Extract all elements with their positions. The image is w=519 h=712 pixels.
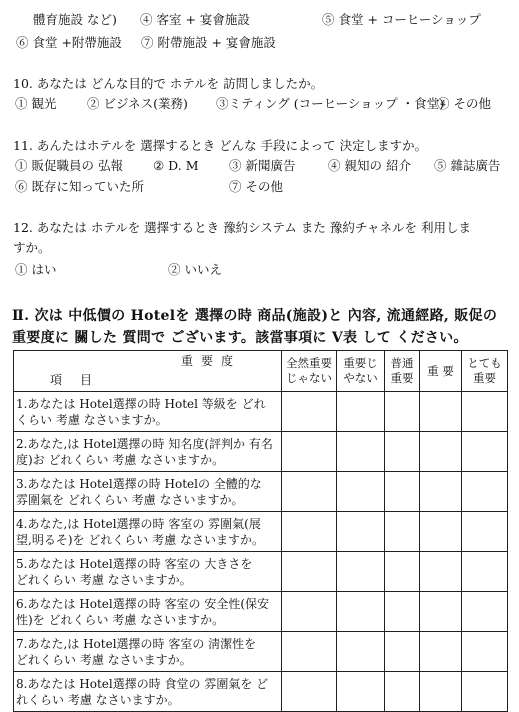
rating-cell-col5[interactable]	[462, 672, 508, 712]
importance-table	[13, 350, 508, 712]
q11-option-3[interactable]: ③ 新聞廣告	[229, 158, 296, 173]
rating-cell-col2[interactable]	[337, 632, 385, 672]
rating-cell-col5[interactable]	[462, 392, 508, 432]
rating-cell-col2[interactable]	[337, 592, 385, 632]
header-not-important-at-all	[282, 351, 337, 392]
header-col2-line1: 重要じ	[343, 356, 378, 370]
question-text-line1: 8.あなたは Hotel選擇の時 食堂の 雰圍氣を ど	[16, 676, 269, 691]
q10-option-1[interactable]: ① 観光	[15, 96, 57, 111]
table-body	[14, 392, 508, 712]
q11-option-1[interactable]: ① 販促職員の 弘報	[15, 158, 123, 173]
rating-cell-col5[interactable]	[462, 632, 508, 672]
rating-cell-col2[interactable]	[337, 392, 385, 432]
rating-cell-col4[interactable]	[420, 432, 462, 472]
rating-cell-col5[interactable]	[462, 512, 508, 552]
question-cell	[14, 672, 282, 712]
rating-cell-col2[interactable]	[337, 472, 385, 512]
question-text-line2: 度)お どれくらい 考慮 なさいますか。	[16, 452, 225, 467]
question-cell	[14, 632, 282, 672]
rating-cell-col5[interactable]	[462, 592, 508, 632]
header-important	[420, 351, 462, 392]
header-corner	[14, 351, 282, 392]
q10-option-2[interactable]: ② ビジネス(業務)	[87, 96, 188, 111]
q12-option-yes[interactable]: ① はい	[15, 262, 57, 277]
q10-option-3[interactable]: ③ミティング (コーヒーショップ ・食堂)	[216, 96, 444, 111]
q12-question-line2: すか。	[13, 240, 51, 255]
table-row	[14, 472, 508, 512]
rating-cell-col2[interactable]	[337, 552, 385, 592]
header-col3-line2: 重要	[390, 371, 414, 385]
rating-cell-col3[interactable]	[385, 592, 420, 632]
rating-cell-col5[interactable]	[462, 432, 508, 472]
rating-cell-col2[interactable]	[337, 432, 385, 472]
rating-cell-col1[interactable]	[282, 672, 337, 712]
question-text-line2: 雰圍氣を どれくらい 考慮 なさいますか。	[16, 492, 244, 507]
q9-option-5[interactable]: ⑤ 食堂 + コーヒーショップ	[322, 12, 481, 27]
header-col4-label: 重 要	[427, 363, 454, 378]
rating-cell-col1[interactable]	[282, 432, 337, 472]
question-cell	[14, 592, 282, 632]
q11-option-2[interactable]: ② D. M	[153, 158, 199, 173]
header-col3-line1: 普通	[390, 356, 414, 370]
question-text-line2: れくらい 考慮 なさいますか。	[16, 692, 180, 707]
question-text-line2: 性)を どれくらい 考慮 なさいますか。	[16, 612, 225, 627]
header-importance-label: 重要度	[180, 354, 241, 368]
rating-cell-col4[interactable]	[420, 512, 462, 552]
question-text-line1: 2.あなた,は Hotel選擇の時 知名度(評判か 有名	[16, 436, 273, 451]
q9-option-7[interactable]: ⑦ 附帶施設 + 宴會施設	[141, 35, 276, 50]
rating-cell-col4[interactable]	[420, 472, 462, 512]
rating-cell-col1[interactable]	[282, 552, 337, 592]
rating-cell-col1[interactable]	[282, 632, 337, 672]
table-row	[14, 552, 508, 592]
q11-option-6[interactable]: ⑥ 既存に知っていた所	[15, 179, 144, 194]
question-text-line1: 1.あなたは Hotel選擇の時 Hotel 等級を どれ	[16, 396, 266, 411]
q9-option-tail: 體育施設 など)	[33, 12, 117, 27]
question-cell	[14, 432, 282, 472]
rating-cell-col1[interactable]	[282, 592, 337, 632]
question-text-line2: くらい 考慮 なさいますか。	[16, 412, 168, 427]
table-row	[14, 392, 508, 432]
table-row	[14, 512, 508, 552]
rating-cell-col1[interactable]	[282, 392, 337, 432]
section2-heading-line2: 重要度に 關した 質問で ございます。該當事項に V表 して ください。	[12, 330, 468, 346]
q10-option-4[interactable]: ④ その他	[437, 96, 491, 111]
rating-cell-col3[interactable]	[385, 512, 420, 552]
header-col2-line2: やない	[343, 371, 378, 385]
header-col1-line2: じゃない	[286, 371, 332, 385]
question-cell	[14, 472, 282, 512]
question-text-line1: 5.あなたは Hotel選擇の時 客室の 大きさを	[16, 556, 253, 571]
q11-option-5[interactable]: ⑤ 雜誌廣告	[434, 158, 501, 173]
rating-cell-col3[interactable]	[385, 472, 420, 512]
q12-option-no[interactable]: ② いいえ	[168, 262, 222, 277]
q11-option-4[interactable]: ④ 親知の 紹介	[328, 158, 411, 173]
q9-option-6[interactable]: ⑥ 食堂 +附帶施設	[16, 35, 122, 50]
table-row	[14, 592, 508, 632]
question-text-line1: 7.あなた,は Hotel選擇の時 客室の 淸潔性を	[16, 636, 257, 651]
question-text-line2: どれくらい 考慮 なさいますか。	[16, 652, 192, 667]
rating-cell-col3[interactable]	[385, 552, 420, 592]
q9-option-4[interactable]: ④ 客室 + 宴會施設	[140, 12, 250, 27]
rating-cell-col3[interactable]	[385, 672, 420, 712]
rating-cell-col5[interactable]	[462, 552, 508, 592]
rating-cell-col4[interactable]	[420, 592, 462, 632]
question-text-line1: 4.あなた,は Hotel選擇の時 客室の 雰圍氣(展	[16, 516, 261, 531]
q10-question: 10. あなたは どんな目的で ホテルを 訪問しましたか。	[13, 76, 324, 91]
header-col5-line2: 重要	[473, 371, 496, 385]
q12-question-line1: 12. あなたは ホテルを 選擇するとき 豫約システム また 豫約チャネルを 利用しま	[13, 220, 471, 235]
rating-cell-col2[interactable]	[337, 672, 385, 712]
table-row	[14, 672, 508, 712]
table-header-row	[14, 351, 508, 392]
header-col5-line1: とても	[467, 356, 502, 370]
question-text-line1: 6.あなたは Hotel選擇の時 客室の 安全性(保安	[16, 596, 270, 611]
rating-cell-col3[interactable]	[385, 632, 420, 672]
rating-cell-col3[interactable]	[385, 392, 420, 432]
header-not-important	[337, 351, 385, 392]
rating-cell-col5[interactable]	[462, 472, 508, 512]
rating-cell-col3[interactable]	[385, 432, 420, 472]
question-cell	[14, 512, 282, 552]
rating-cell-col2[interactable]	[337, 512, 385, 552]
question-text-line2: 望,明るそ)を どれくらい 考慮 なさいますか。	[16, 532, 264, 547]
question-text-line1: 3.あなたは Hotel選擇の時 Hotelの 全體的な	[16, 476, 262, 491]
section2-heading-line1: Ⅱ. 次は 中低價の Hotelを 選擇の時 商品(施設)と 內容, 流通經路, 販促の	[12, 308, 498, 324]
rating-cell-col4[interactable]	[420, 672, 462, 712]
q11-question: 11. あんたはホテルを 選擇するとき どんな 手段によって 決定しますか。	[13, 138, 428, 153]
table-row	[14, 432, 508, 472]
q11-option-7[interactable]: ⑦ その他	[229, 179, 283, 194]
rating-cell-col1[interactable]	[282, 472, 337, 512]
rating-cell-col4[interactable]	[420, 632, 462, 672]
header-item-label: 項目	[50, 373, 111, 387]
rating-cell-col1[interactable]	[282, 512, 337, 552]
question-cell	[14, 552, 282, 592]
header-col1-line1: 全然重要	[286, 356, 332, 370]
question-cell	[14, 392, 282, 432]
rating-cell-col4[interactable]	[420, 392, 462, 432]
header-very-important	[462, 351, 508, 392]
question-text-line2: どれくらい 考慮 なさいますか。	[16, 572, 192, 587]
header-average	[385, 351, 420, 392]
rating-cell-col4[interactable]	[420, 552, 462, 592]
table-row	[14, 632, 508, 672]
